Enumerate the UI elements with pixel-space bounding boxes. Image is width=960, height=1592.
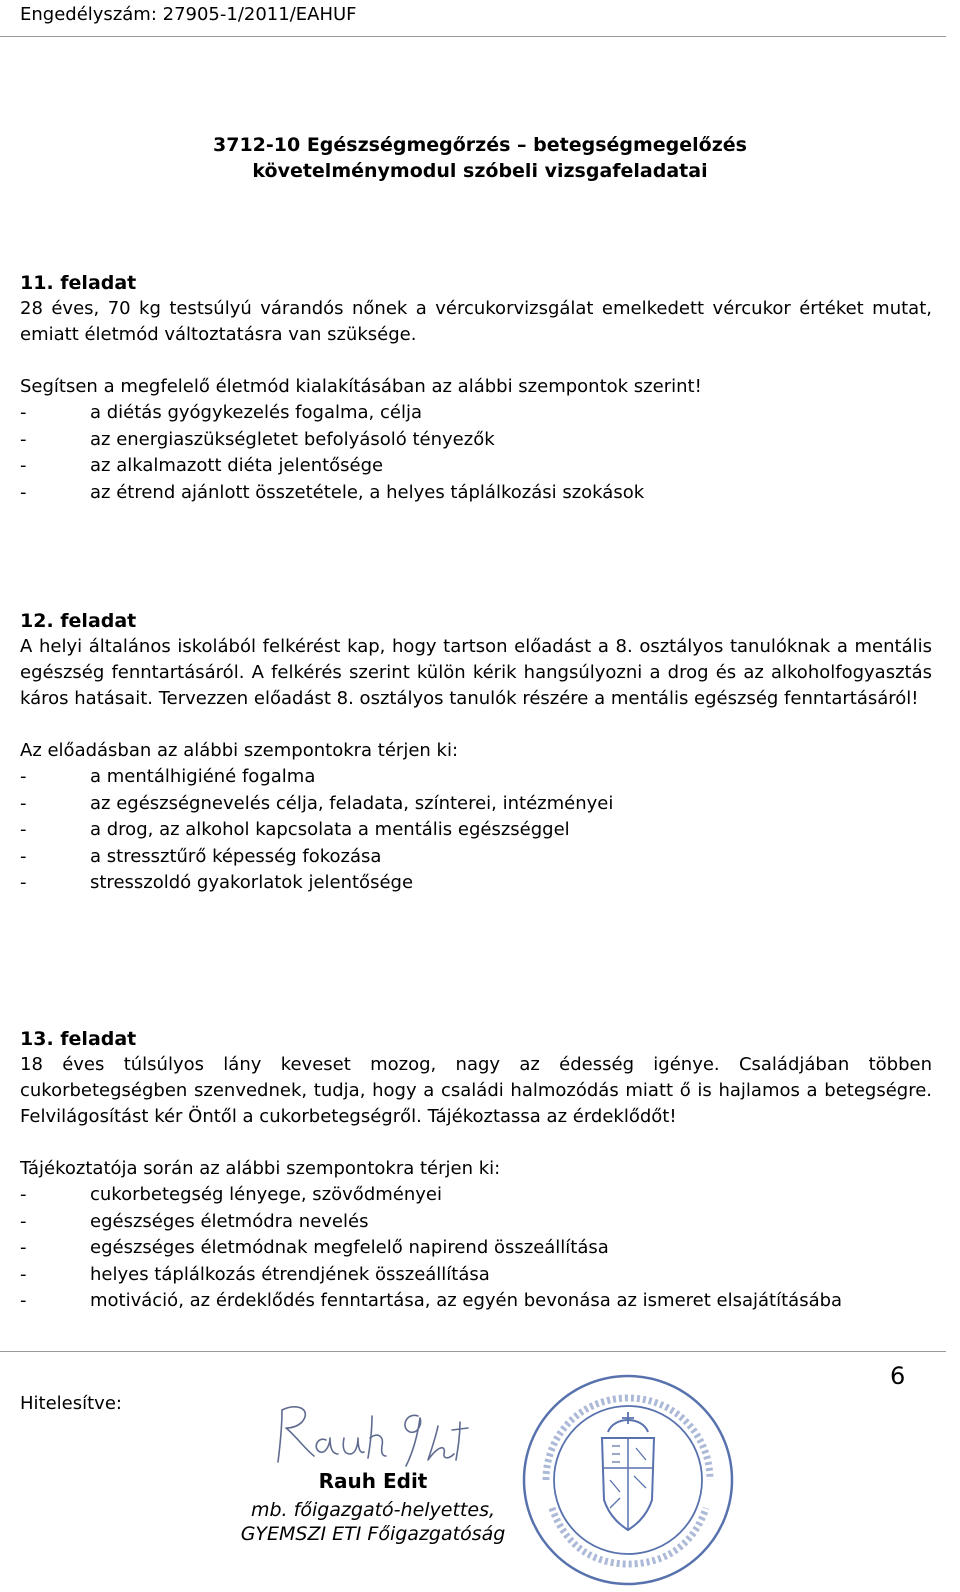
footer-divider bbox=[0, 1351, 946, 1352]
task-prompt: Az előadásban az alábbi szempontokra térjen ki: bbox=[20, 740, 459, 761]
license-number: Engedélyszám: 27905-1/2011/EAHUF bbox=[20, 4, 357, 25]
handwritten-signature bbox=[268, 1396, 478, 1472]
bullet-dash: - bbox=[20, 481, 27, 503]
bullet-dash: - bbox=[20, 1237, 27, 1258]
bullet-dash: - bbox=[20, 428, 27, 450]
list-item-text: stresszoldó gyakorlatok jelentősége bbox=[90, 872, 414, 893]
bullet-dash: - bbox=[20, 1263, 27, 1285]
list-item-text: a stressztűrő képesség fokozása bbox=[90, 845, 382, 867]
list-item-text: helyes táplálkozás étrendjének összeállítása bbox=[90, 1263, 490, 1285]
list-item bbox=[20, 1235, 932, 1262]
list-item-text: a drog, az alkohol kapcsolata a mentális egészséggel bbox=[90, 819, 570, 840]
list-item bbox=[20, 870, 932, 897]
task-prompt: Tájékoztatója során az alábbi szempontokra térjen ki: bbox=[20, 1158, 501, 1179]
signer-name: Rauh Edit bbox=[318, 1469, 428, 1493]
task-12 bbox=[20, 608, 932, 897]
bullet-dash: - bbox=[20, 872, 27, 893]
list-item bbox=[20, 427, 932, 454]
task-points-list bbox=[20, 764, 932, 897]
list-item bbox=[20, 1262, 932, 1289]
list-item bbox=[20, 480, 932, 507]
task-heading: 12. feladat bbox=[20, 610, 137, 632]
page-number: 6 bbox=[890, 1362, 906, 1390]
bullet-dash: - bbox=[20, 766, 27, 787]
task-13 bbox=[20, 1026, 932, 1315]
title-line-2: követelménymodul szóbeli vizsgafeladatai bbox=[252, 160, 708, 182]
signer-role: mb. főigazgató-helyettes, bbox=[250, 1499, 496, 1521]
task-11 bbox=[20, 270, 932, 506]
list-item-text: egészséges életmódra nevelés bbox=[90, 1210, 369, 1232]
header-divider bbox=[0, 36, 946, 37]
list-item-text: a diétás gyógykezelés fogalma, célja bbox=[90, 402, 422, 423]
list-item-text: az étrend ajánlott összetétele, a helyes táplálkozási szokások bbox=[90, 481, 645, 503]
list-item bbox=[20, 817, 932, 844]
list-item-text: a mentálhigiéné fogalma bbox=[90, 766, 316, 787]
task-description: 18 éves túlsúlyos lány keveset mozog, nagy az édesség igénye. Családjában többen cukorbetegségben szenvednek, tudja, hogy a családi halmozódás miatt ő is hajlamos a betegségre. Felvilágosítást kér Öntől a cukorbetegségről. Tájékoztassa az érdeklődőt! bbox=[20, 1054, 932, 1127]
official-stamp-seal bbox=[516, 1368, 740, 1592]
bullet-dash: - bbox=[20, 1290, 27, 1311]
task-points-list bbox=[20, 400, 932, 506]
list-item bbox=[20, 1182, 932, 1209]
task-prompt: Segítsen a megfelelő életmód kialakításában az alábbi szempontok szerint! bbox=[20, 376, 702, 397]
certified-label: Hitelesítve: bbox=[20, 1393, 122, 1414]
task-points-list bbox=[20, 1182, 932, 1315]
signer-organization: GYEMSZI ETI Főigazgatóság bbox=[240, 1523, 506, 1545]
bullet-dash: - bbox=[20, 1210, 27, 1232]
list-item bbox=[20, 1288, 932, 1315]
task-heading: 13. feladat bbox=[20, 1028, 137, 1050]
list-item-text: motiváció, az érdeklődés fenntartása, az egyén bevonása az ismeret elsajátításába bbox=[90, 1290, 843, 1311]
task-description: A helyi általános iskolából felkérést kap, hogy tartson előadást a 8. osztályos tanulóknak a mentális egészség fenntartásáról. A felkérés szerint külön kérik hangsúlyozni a drog és az alkoholfogyasztás káros hatásait. Tervezzen előadást 8. osztályos tanulók részére a mentális egészség fenntartásáról! bbox=[20, 636, 932, 709]
list-item bbox=[20, 1209, 932, 1236]
list-item-text: cukorbetegség lényege, szövődményei bbox=[90, 1184, 442, 1205]
list-item-text: egészséges életmódnak megfelelő napirend összeállítása bbox=[90, 1237, 609, 1258]
bullet-dash: - bbox=[20, 402, 27, 423]
list-item bbox=[20, 400, 932, 427]
bullet-dash: - bbox=[20, 455, 27, 476]
list-item bbox=[20, 764, 932, 791]
task-heading: 11. feladat bbox=[20, 272, 137, 294]
list-item-text: az energiaszükségletet befolyásoló tényezők bbox=[90, 428, 495, 450]
bullet-dash: - bbox=[20, 819, 27, 840]
list-item bbox=[20, 844, 932, 871]
bullet-dash: - bbox=[20, 792, 27, 814]
title-line-1: 3712-10 Egészségmegőrzés – betegségmegelőzés bbox=[213, 134, 747, 156]
bullet-dash: - bbox=[20, 845, 27, 867]
document-title bbox=[0, 132, 960, 184]
list-item bbox=[20, 791, 932, 818]
list-item-text: az alkalmazott diéta jelentősége bbox=[90, 455, 384, 476]
list-item bbox=[20, 453, 932, 480]
bullet-dash: - bbox=[20, 1184, 27, 1205]
list-item-text: az egészségnevelés célja, feladata, színterei, intézményei bbox=[90, 792, 614, 814]
task-description: 28 éves, 70 kg testsúlyú várandós nőnek a vércukorvizsgálat emelkedett vércukor értéket mutat, emiatt életmód változtatásra van szüksége. bbox=[20, 298, 932, 345]
